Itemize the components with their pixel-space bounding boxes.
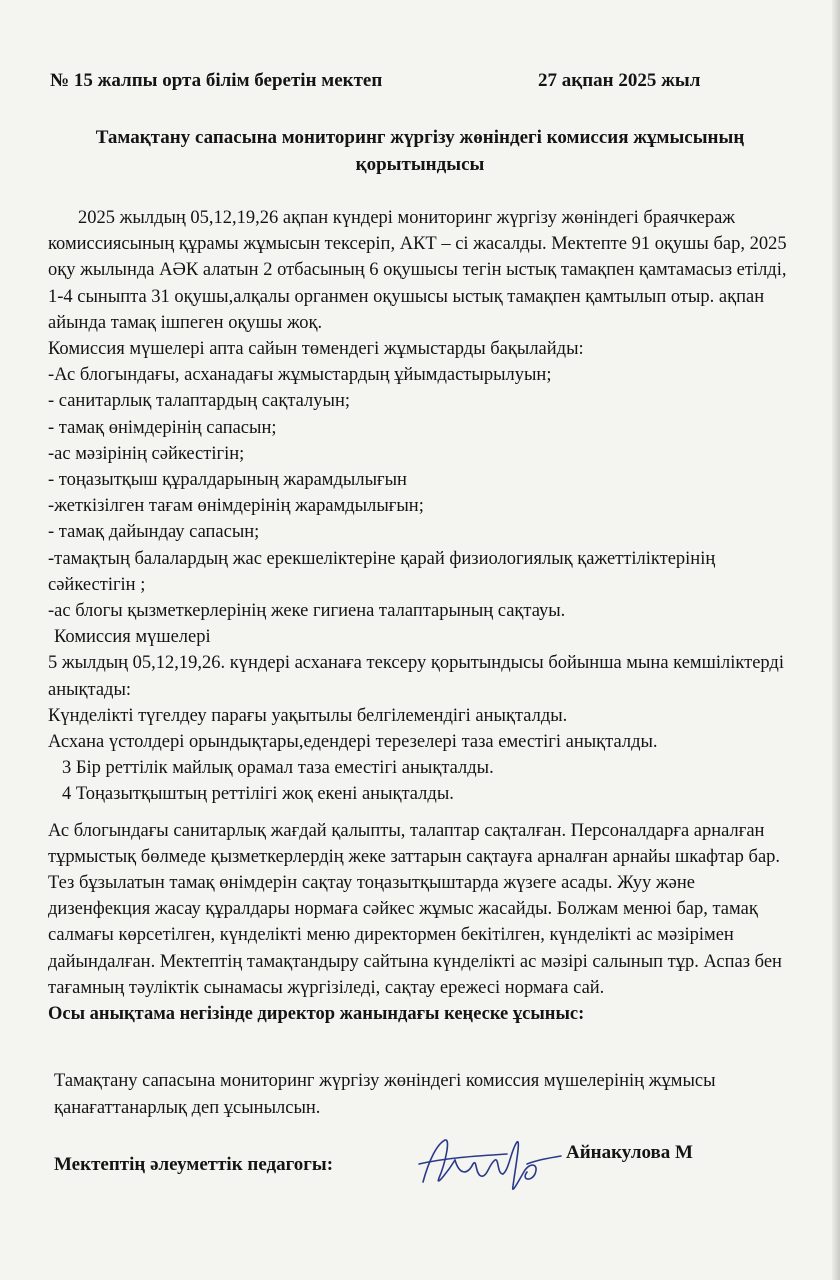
sanitary-paragraph: Ас блогындағы санитарлық жағдай қалыпты, талаптар сақталған. Персоналдарға арналған тұрмыстық бөлмеде қызметкерлердің жеке заттарын сақтауға арналған арнайы шкафтар бар. Тез бұзылатын тамақ өнімдерін сақтау тоңазытқыштарда жүзеге асады. Жуу және дизенфекция жасау құралдары нормаға сәйкес жұмыс жасайды. Болжам менюі бар, тамақ салмағы көрсетілген, күнделікті меню директормен бекітілген, күнделікті ас мәзірімен дайындалған. Мектептің тамақтандыру сайтына күнделікті ас мәзірі салынып тұр. Аспаз бен тағамның тәуліктік сынамасы жүргізіледі, сақтау ережесі нормаға сай. <box>48 820 782 998</box>
checklist-item: - тоңазытқыш құралдарының жарамдылығын <box>48 470 407 491</box>
finding-item: Асхана үстолдері орындықтары,едендері терезелері таза еместігі анықталды. <box>48 732 658 753</box>
finding-item: 3 Бір реттілік майлық орамал таза еместігі анықталды. <box>62 758 494 779</box>
checklist-item: -ас блогы қызметкерлерінің жеке гигиена талаптарының сақтауы. <box>48 601 566 622</box>
document-body <box>48 205 800 1027</box>
checklist-item: -жеткізілген тағам өнімдерінің жарамдылығын; <box>48 496 424 517</box>
checklist-item: -Ас блогындағы, асханадағы жұмыстардың ұйымдастырылуын; <box>48 365 552 386</box>
checklist-item: - тамақ өнімдерінің сапасын; <box>48 417 277 438</box>
commission-intro: Комиссия мүшелері апта сайын төмендегі жұмыстарды бақылайды: <box>48 339 584 360</box>
signer-name: Айнакулова М <box>566 1142 693 1163</box>
members-label: Комиссия мүшелері <box>54 627 211 648</box>
checklist-item: - тамақ дайындау сапасын; <box>48 522 260 543</box>
signer-role: Мектептің әлеуметтік педагогы: <box>54 1154 334 1175</box>
checklist-item: - санитарлық талаптардың сақталуын; <box>48 391 350 412</box>
conclusion-text: Тамақтану сапасына мониторинг жүргізу жөніндегі комиссия мүшелерінің жұмысы қанағаттанарлық деп ұсынылсын. <box>54 1071 716 1118</box>
conclusion-block <box>54 1068 794 1122</box>
page-edge-shadow <box>832 0 840 1280</box>
findings-intro: 5 жылдың 05,12,19,26. күндері асханаға тексеру қорытындысы бойынша мына кемшіліктерді анықтады: <box>48 653 784 700</box>
checklist-item: -тамақтың балалардың жас ерекшеліктеріне қарай физиологиялық қажеттіліктерінің сәйкестігін ; <box>48 548 716 595</box>
finding-item: Күнделікті түгелдеу парағы уақытылы белгілемендігі анықталды. <box>48 705 568 726</box>
recommendation-heading: Осы анықтама негізінде директор жанындағы кеңеске ұсыныс: <box>48 1004 585 1025</box>
finding-item: 4 Тоңазытқыштың реттілігі жоқ екені анықталды. <box>62 784 454 805</box>
checklist-item: -ас мәзірінің сәйкестігін; <box>48 443 245 464</box>
document-date: 27 ақпан 2025 жыл <box>538 70 701 91</box>
handwritten-signature <box>415 1130 565 1200</box>
intro-paragraph: 2025 жылдың 05,12,19,26 ақпан күндері мониторинг жүргізу жөніндегі браячкераж комиссиясының құрамы жұмысын тексеріп, АКТ – сі жасалды. Мектепте 91 оқушы бар, 2025 оқу жылында АӘК алатын 2 отбасының 6 оқушысы тегін ыстық тамақпен қамтамасыз етілді, 1-4 сыныпта 31 оқушы,алқалы органмен оқушысы ыстық тамақпен қамтылып отыр. ақпан айында тамақ ішпеген оқушы жоқ. <box>48 208 787 333</box>
school-name: № 15 жалпы орта білім беретін мектеп <box>50 70 383 91</box>
document-title: Тамақтану сапасына мониторинг жүргізу жөніндегі комиссия жұмысының қорытындысы <box>95 127 745 175</box>
